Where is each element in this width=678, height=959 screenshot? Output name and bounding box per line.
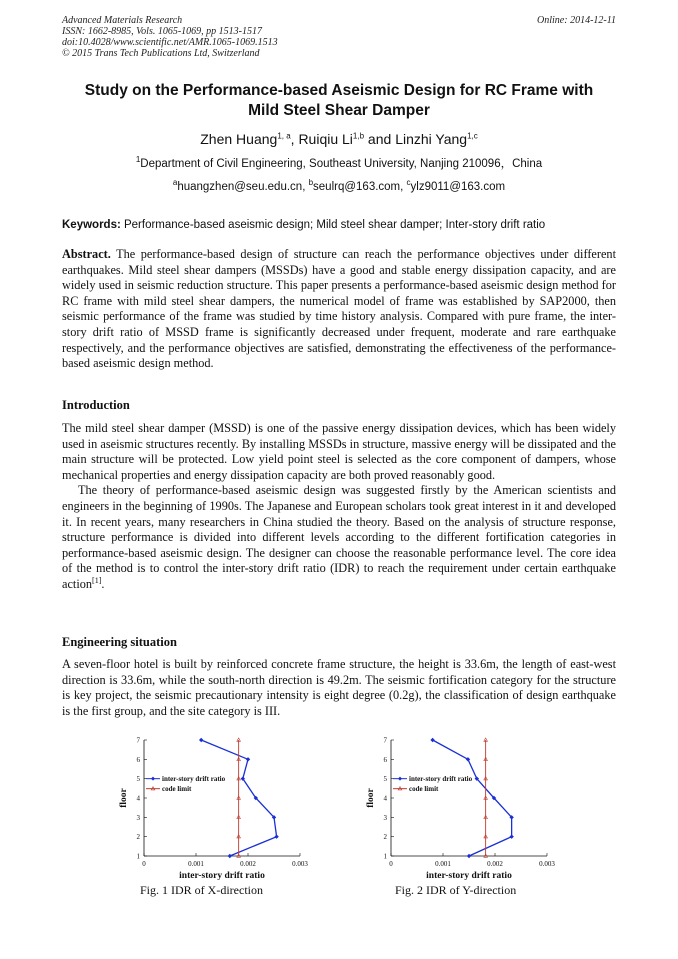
citation-ref: [1] bbox=[92, 575, 102, 585]
email-list bbox=[62, 180, 616, 195]
legend-label: inter-story drift ratio bbox=[409, 774, 473, 783]
y-axis-label: floor bbox=[366, 788, 376, 808]
y-tick-label: 2 bbox=[136, 833, 140, 842]
y-tick-label: 1 bbox=[136, 852, 140, 861]
idr-data-point bbox=[509, 834, 513, 838]
email-superscript: b bbox=[308, 178, 314, 188]
email-superscript: c bbox=[406, 178, 411, 188]
x-tick-label: 0.002 bbox=[240, 860, 256, 868]
keywords-text: Performance-based aseismic design; Mild steel shear damper; Inter-story drift ratio bbox=[120, 219, 546, 231]
keywords-label: Keywords: bbox=[62, 219, 121, 231]
author-superscript: 1, a bbox=[277, 131, 291, 141]
intro-paragraph-2-text: The theory of performance-based aseismic design was suggested firstly by the American scientists and engineers in the beginning of 1990s. The Japanese and European scholars took great interest in it and developed it. In recent years, many researchers in China studied the theory. Based on the analysis of structure response, structure performance is divided into different levels according to the different fortification categories in performance-based aseismic design. The designer can choose the reasonable performance level. The core idea of the method is to control the inter-story drift ratio (IDR) to reach the requirement under certain earthquake action bbox=[62, 483, 616, 591]
author-name: Ruiqiu Li bbox=[298, 131, 353, 147]
paper-title bbox=[62, 81, 616, 121]
y-tick-label: 2 bbox=[383, 833, 387, 842]
author-superscript: 1,b bbox=[352, 131, 365, 141]
title-line-1: Study on the Performance-based Aseismic Design for RC Frame with bbox=[84, 82, 594, 99]
figure-1-svg bbox=[108, 732, 338, 882]
author-name: Linzhi Yang bbox=[395, 131, 468, 147]
email-superscript: a bbox=[172, 178, 178, 188]
journal-name: Advanced Materials Research bbox=[62, 15, 183, 26]
figure-1-caption: Fig. 1 IDR of X-direction bbox=[140, 883, 263, 897]
issn-line: ISSN: 1662-8985, Vols. 1065-1069, pp 1513-1517 bbox=[62, 26, 262, 37]
author-separator: , bbox=[290, 131, 299, 147]
y-tick-label: 5 bbox=[136, 775, 140, 784]
x-tick-label: 0.003 bbox=[539, 860, 555, 868]
journal-header bbox=[62, 15, 278, 59]
email-separator: , bbox=[302, 181, 309, 193]
abstract-text: The performance-based design of structure can reach the performance objectives under different earthquakes. Mild steel shear dampers (MSSDs) have a good and stable energy dissipation capacity, and are widely used in seismic reduction structure. This paper presents a performance-based aseismic design method for RC frame with mild steel shear dampers, the numerical model of frame was established by SAP2000, then seismic performance of the frame was studied by time history analysis. Compared with pure frame, the inter-story drift ratio of MSSD frame is significantly decreased under frequent, moderate and rare earthquake respectively, and the performance objectives are satisfied, demonstrating the effectiveness of the performance-based aseismic design method. bbox=[62, 247, 616, 371]
idr-data-point bbox=[228, 854, 232, 858]
x-tick-label: 0 bbox=[389, 860, 393, 868]
affiliation-text: Department of Civil Engineering, Southeast University, Nanjing 210096，China bbox=[140, 158, 543, 170]
engineering-body bbox=[62, 657, 616, 719]
copyright-line: © 2015 Trans Tech Publications Ltd, Switzerland bbox=[62, 48, 260, 59]
idr-data-point bbox=[274, 834, 278, 838]
y-tick-label: 7 bbox=[383, 736, 387, 745]
author-separator: and bbox=[364, 131, 396, 147]
y-tick-label: 3 bbox=[383, 813, 387, 822]
legend-marker bbox=[151, 777, 155, 781]
x-axis-label: inter-story drift ratio bbox=[179, 871, 265, 881]
email-address: huangzhen@seu.edu.cn bbox=[177, 181, 303, 193]
online-date: Online: 2014-12-11 bbox=[537, 15, 616, 26]
x-axis-label: inter-story drift ratio bbox=[426, 871, 512, 881]
y-tick-label: 1 bbox=[383, 852, 387, 861]
idr-data-point bbox=[199, 738, 203, 742]
figure-1-chart bbox=[108, 732, 338, 882]
idr-data-point bbox=[467, 854, 471, 858]
y-axis-label: floor bbox=[119, 788, 129, 808]
y-tick-label: 7 bbox=[136, 736, 140, 745]
doi-line: doi:10.4028/www.scientific.net/AMR.1065-1069.1513 bbox=[62, 37, 278, 48]
figure-2-svg bbox=[355, 732, 585, 882]
x-tick-label: 0.001 bbox=[188, 860, 204, 868]
intro-paragraph-1: The mild steel shear damper (MSSD) is one of the passive energy dissipation devices, which has been widely used in aseismic structures recently. By installing MSSDs in structure, massive energy will be dissipated and the main structure will be protected. Low yield point steel is selected as the core component of dampers, whose mechanical properties and energy dissipation capacity are both proved reasonably good. bbox=[62, 421, 616, 482]
author-superscript: 1,c bbox=[467, 131, 478, 141]
legend-marker bbox=[398, 777, 402, 781]
y-tick-label: 3 bbox=[136, 813, 140, 822]
intro-paragraph-2-end: . bbox=[101, 576, 105, 591]
abstract-label: Abstract. bbox=[62, 247, 111, 261]
affiliation bbox=[62, 157, 616, 172]
legend-label: code limit bbox=[409, 784, 439, 793]
x-tick-label: 0.002 bbox=[487, 860, 503, 868]
y-tick-label: 6 bbox=[136, 755, 140, 764]
author-name: Zhen Huang bbox=[200, 131, 278, 147]
abstract bbox=[62, 247, 616, 372]
email-address: ylz9011@163.com bbox=[410, 181, 506, 193]
affiliation-superscript: 1 bbox=[135, 155, 141, 165]
idr-series-line bbox=[433, 740, 512, 856]
email-separator: , bbox=[400, 181, 407, 193]
y-tick-label: 4 bbox=[383, 794, 387, 803]
y-tick-label: 4 bbox=[136, 794, 140, 803]
legend-label: code limit bbox=[162, 784, 192, 793]
engineering-paragraph-1: A seven-floor hotel is built by reinforced concrete frame structure, the height is 33.6m, the length of east-west direction is 33.6m, while the south-north direction is 49.2m. The seismic fortification category for the structure is key project, the seismic precautionary intensity is eight degree (0.2g), the classification of design earthquake is the first group, and the site category is III. bbox=[62, 657, 616, 718]
figure-2-chart bbox=[355, 732, 585, 882]
x-tick-label: 0.001 bbox=[435, 860, 451, 868]
section-heading-engineering: Engineering situation bbox=[62, 635, 177, 649]
x-tick-label: 0 bbox=[142, 860, 146, 868]
idr-data-point bbox=[246, 757, 250, 761]
intro-paragraph-2 bbox=[62, 483, 616, 592]
section-heading-introduction: Introduction bbox=[62, 398, 130, 412]
x-tick-label: 0.003 bbox=[292, 860, 308, 868]
y-tick-label: 5 bbox=[383, 775, 387, 784]
keywords bbox=[62, 218, 616, 233]
email-address: seulrq@163.com bbox=[313, 181, 401, 193]
title-line-2: Mild Steel Shear Damper bbox=[248, 102, 430, 119]
legend-label: inter-story drift ratio bbox=[162, 774, 226, 783]
author-list bbox=[62, 130, 616, 148]
y-tick-label: 6 bbox=[383, 755, 387, 764]
figure-2-caption: Fig. 2 IDR of Y-direction bbox=[395, 883, 517, 897]
introduction-body bbox=[62, 421, 616, 593]
